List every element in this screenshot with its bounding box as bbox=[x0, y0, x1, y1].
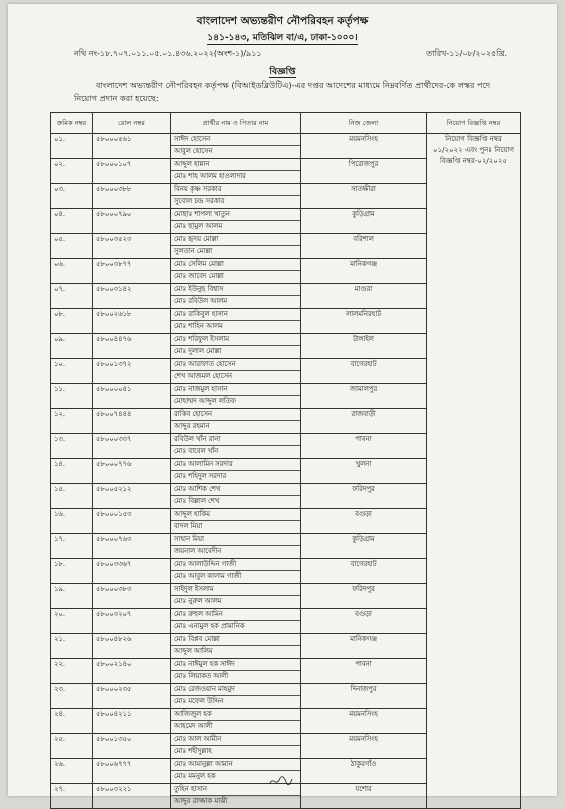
name-cell bbox=[171, 409, 301, 434]
serial-cell: ১৪. bbox=[51, 459, 93, 484]
serial-cell: ০২. bbox=[51, 159, 93, 184]
candidate-name: মোঃ নাজমুল হাসান bbox=[174, 385, 228, 393]
candidate-name: মোঃ রেজওয়ান মাহমুদ bbox=[174, 685, 235, 693]
candidate-name: আব্দুল হাকিম bbox=[174, 510, 210, 518]
name-cell bbox=[171, 209, 301, 234]
roll-cell: ৫৮০০০৩৮৩ bbox=[93, 584, 171, 609]
serial-cell: ১৩. bbox=[51, 434, 93, 459]
roll-cell: ৫৮০০৩১৪২ bbox=[93, 284, 171, 309]
father-name: মোঃ দুলাল মোল্লা bbox=[171, 345, 300, 357]
candidate-name: মোঃ রাকিবুল হাসান bbox=[174, 310, 228, 318]
father-name: মোঃ আবুল কালাম গাজী bbox=[171, 570, 300, 582]
father-name: মোঃ মমনুল হক bbox=[171, 770, 300, 782]
document-page bbox=[8, 4, 557, 805]
roll-cell: ৫৮০০০২৩৫ bbox=[93, 684, 171, 709]
name-cell bbox=[171, 734, 301, 759]
serial-cell: ২৪. bbox=[51, 709, 93, 734]
name-cell bbox=[171, 609, 301, 634]
candidate-name: মোঃ আমানুল্লা আমান bbox=[174, 760, 233, 768]
roll-cell: ৫৮০০৩৩৬৭ bbox=[93, 559, 171, 584]
appointee-table bbox=[50, 112, 521, 809]
table-body bbox=[51, 134, 521, 809]
father-name: মোঃ এনামুল হক প্রামানিক bbox=[171, 620, 300, 632]
candidate-name: মোঃ সেলিম মোল্লা bbox=[174, 260, 224, 268]
candidate-name: মোঃ শরিফুল ইসলাম bbox=[174, 335, 230, 343]
roll-cell: ৫৮০০৭৪৪৪ bbox=[93, 409, 171, 434]
roll-cell: ৫৮০০০০৪১ bbox=[93, 384, 171, 409]
father-name: সুবোল চন্দ্র সরকার bbox=[171, 195, 300, 207]
district-cell: দিনাজপুর bbox=[301, 684, 427, 709]
father-name: মোঃ শহীদুল্লাহ bbox=[171, 745, 300, 757]
roll-cell: ৫৮০০২১৪০ bbox=[93, 659, 171, 684]
header-name: প্রার্থীর নাম ও পিতার নাম bbox=[171, 113, 301, 134]
table-header-row bbox=[51, 113, 521, 134]
memo-number: নথি নং-১৮.৭০৭.০১১.০৫.০১.৪৩৬.২০২২(অংশ-১)/৯১১ bbox=[74, 49, 262, 58]
father-name: আহমেদ আলী bbox=[171, 720, 300, 732]
father-name: মোঃ রবিউল আলম bbox=[171, 295, 300, 307]
father-name: মোঃ নুরুল আলম bbox=[171, 595, 300, 607]
roll-cell: ৫৮০০২৬১৮ bbox=[93, 309, 171, 334]
serial-cell: ১২. bbox=[51, 409, 93, 434]
district-cell: জামালপুর bbox=[301, 384, 427, 409]
name-cell bbox=[171, 384, 301, 409]
roll-cell: ৫৮০০৩২২১ bbox=[93, 784, 171, 809]
father-name: মোঃ শহিদুল সরদার bbox=[171, 470, 300, 482]
father-name: মোঃ ছামুল আলম bbox=[171, 220, 300, 232]
district-cell: পিরোজপুর bbox=[301, 159, 427, 184]
candidate-name: রবিউল খাঁন রানা bbox=[174, 435, 221, 443]
candidate-name: মোঃ আলাউদ্দিন গাজী bbox=[174, 560, 237, 568]
organization-address bbox=[8, 30, 557, 45]
district-cell: কুড়িগ্রাম bbox=[301, 534, 427, 559]
roll-cell: ৫৮০০৫২১২ bbox=[93, 484, 171, 509]
circular-note-cell: নিয়োগ বিজ্ঞপ্তি নম্বর ০১/২০২২ এবং পুনঃ নিয়োগ বিজ্ঞপ্তি নম্বর-০২/২০২৫ bbox=[427, 134, 521, 809]
name-cell bbox=[171, 584, 301, 609]
name-cell bbox=[171, 559, 301, 584]
district-cell: বাগেরহাট bbox=[301, 359, 427, 384]
memo-line bbox=[74, 48, 507, 61]
district-cell: সাতক্ষীরা bbox=[301, 184, 427, 209]
roll-cell: ৫৮০০৪২১১ bbox=[93, 709, 171, 734]
roll-cell: ৫৮০০৪৮২৬ bbox=[93, 634, 171, 659]
district-cell: বাগেরহাট bbox=[301, 559, 427, 584]
candidate-name: বিনয় কৃষ্ণ সরকার bbox=[174, 185, 222, 193]
name-cell bbox=[171, 634, 301, 659]
name-cell bbox=[171, 334, 301, 359]
roll-cell: ৫৮০০৬৭৭৭ bbox=[93, 759, 171, 784]
serial-cell: ১১. bbox=[51, 384, 93, 409]
serial-cell: ১০. bbox=[51, 359, 93, 384]
roll-cell: ৫৮০০০৩৩৭ bbox=[93, 434, 171, 459]
father-name: জয়নাল আবেদীন bbox=[171, 545, 300, 557]
roll-cell: ৫৮০০০৫৬১ bbox=[93, 134, 171, 159]
memo-date: তারিখ-১১/০৮/২০২৫খ্রি. bbox=[426, 49, 507, 58]
serial-cell: ০১. bbox=[51, 134, 93, 159]
serial-cell: ১৮. bbox=[51, 559, 93, 584]
name-cell bbox=[171, 459, 301, 484]
name-cell bbox=[171, 659, 301, 684]
father-name: মোঃ জাবেদ মোল্লা bbox=[171, 270, 300, 282]
serial-cell: ২৬. bbox=[51, 759, 93, 784]
candidate-name: মোঃ হৃদয় মোল্লা bbox=[174, 235, 219, 243]
name-cell bbox=[171, 359, 301, 384]
district-cell: পাবনা bbox=[301, 659, 427, 684]
serial-cell: ২২. bbox=[51, 659, 93, 684]
header-roll: রোল নম্বর bbox=[93, 113, 171, 134]
roll-cell: ৫৮০০৩৫২৩ bbox=[93, 234, 171, 259]
father-name: আবুল হোসেন bbox=[171, 145, 300, 157]
district-cell: মাগুরা bbox=[301, 284, 427, 309]
serial-cell: ২১. bbox=[51, 634, 93, 659]
district-cell: ময়মনসিংহ bbox=[301, 134, 427, 159]
father-name: মোঃ শাহ আলম হাওলাদার bbox=[171, 170, 300, 182]
district-cell: ফরিদপুর bbox=[301, 584, 427, 609]
candidate-name: মোঃ ইউনুছ বিশ্বাস bbox=[174, 285, 224, 293]
serial-cell: ০৫. bbox=[51, 234, 93, 259]
father-name: শেখ আজমল হোসেন bbox=[171, 370, 300, 382]
serial-cell: ০৬. bbox=[51, 259, 93, 284]
candidate-name: মোঃ আরাফাত হোসেন bbox=[174, 360, 236, 368]
name-cell bbox=[171, 234, 301, 259]
header-circular: নিয়োগ বিজ্ঞপ্তি নম্বর bbox=[427, 113, 521, 134]
district-cell: রাজবাড়ী bbox=[301, 409, 427, 434]
father-name: মোঃ মফেল উদ্দিন bbox=[171, 695, 300, 707]
serial-cell: ১৭. bbox=[51, 534, 93, 559]
signature-mark bbox=[268, 774, 294, 788]
district-cell: ঠাকুরগাঁও bbox=[301, 759, 427, 784]
roll-cell: ৫৮০০৩২০৭ bbox=[93, 609, 171, 634]
candidate-name: মোছাঃ শাপলা খাতুন bbox=[174, 210, 230, 218]
roll-cell: ৫৮০০১৩৭২ bbox=[93, 359, 171, 384]
candidate-name: আজিজুল হক bbox=[174, 710, 212, 718]
roll-cell: ৫৮০০০১৫৩ bbox=[93, 509, 171, 534]
notice-heading bbox=[8, 64, 557, 79]
candidate-name: মোঃ আশিক শেখ bbox=[174, 485, 221, 493]
serial-cell: ০৪. bbox=[51, 209, 93, 234]
district-cell: টাঙ্গাইল bbox=[301, 334, 427, 359]
candidate-name: মোঃ আলামিন সরদার bbox=[174, 460, 233, 468]
father-name: বাদল মিয়া bbox=[171, 520, 300, 532]
candidate-name: সাঈদ হোসেন bbox=[174, 135, 211, 143]
notice-heading-text: বিজ্ঞপ্তি bbox=[269, 67, 296, 77]
father-name: আব্দুর রাজ্জাক মাঝী bbox=[171, 795, 300, 807]
district-cell: বরিশাল bbox=[301, 234, 427, 259]
roll-cell: ৫৮০০০৭৯০ bbox=[93, 209, 171, 234]
name-cell bbox=[171, 284, 301, 309]
serial-cell: ০৮. bbox=[51, 309, 93, 334]
candidate-name: সাহান মিয়া bbox=[174, 535, 204, 543]
district-cell: বগুড়া bbox=[301, 509, 427, 534]
serial-cell: ২৭. bbox=[51, 784, 93, 809]
name-cell bbox=[171, 159, 301, 184]
father-name: মোহাম্মদ আব্দুল লতিফ bbox=[171, 395, 300, 407]
father-name: মোঃ শাহিন আলম bbox=[171, 320, 300, 332]
candidate-name: সাইদুল ইসলাম bbox=[174, 585, 214, 593]
notice-intro: বাংলাদেশ অভ্যন্তরীণ নৌপরিবহন কর্তৃপক্ষ (বিআইডব্লিউটিএ)-এর দপ্তর আদেশের মাধ্যমে নিম্নবর্ণিত প্রার্থীদের-কে লস্কর পদে নিয়োগ প্রদান করা হয়েছে: bbox=[74, 80, 491, 103]
header-serial: ক্রমিক নম্বর bbox=[51, 113, 93, 134]
roll-cell: ৫৮০০০১০৭ bbox=[93, 159, 171, 184]
father-name: মোঃ বিল্লাল শেখ bbox=[171, 495, 300, 507]
district-cell: ময়মনসিংহ bbox=[301, 709, 427, 734]
roll-cell: ৫৮০০০৭৬৩ bbox=[93, 534, 171, 559]
name-cell bbox=[171, 309, 301, 334]
name-cell bbox=[171, 134, 301, 159]
roll-cell: ৫৮০০৩৮৭৭ bbox=[93, 259, 171, 284]
roll-cell: ৫৮০০০৩৮৮ bbox=[93, 184, 171, 209]
name-cell bbox=[171, 534, 301, 559]
father-name: আব্দুর রহমান bbox=[171, 420, 300, 432]
district-cell: বগুড়া bbox=[301, 609, 427, 634]
district-cell: কুড়িগ্রাম bbox=[301, 209, 427, 234]
candidate-name: মোঃ নাঈমুল হক সাঈদ bbox=[174, 660, 235, 668]
name-cell bbox=[171, 509, 301, 534]
name-cell bbox=[171, 684, 301, 709]
district-cell: মানিকগঞ্জ bbox=[301, 634, 427, 659]
serial-cell: ০৩. bbox=[51, 184, 93, 209]
candidate-name: মোঃ রুহুল আমিন bbox=[174, 610, 223, 618]
father-name: মোঃ লিয়াকত আলী bbox=[171, 670, 300, 682]
address-text: ১৪১-১৪৩, মতিঝিল বা/এ, ঢাকা-১০০০। bbox=[207, 33, 358, 43]
father-name: সুলতান মোল্লা bbox=[171, 245, 300, 257]
candidate-name: রাকিব হোসেন bbox=[174, 410, 212, 418]
district-cell: খুলনা bbox=[301, 459, 427, 484]
candidate-name: মোঃ আল আমীন bbox=[174, 735, 222, 743]
table-row bbox=[51, 134, 521, 159]
candidate-name: মোঃ বিপ্লব মোল্লা bbox=[174, 635, 220, 643]
name-cell bbox=[171, 434, 301, 459]
name-cell bbox=[171, 484, 301, 509]
serial-cell: ১৫. bbox=[51, 484, 93, 509]
serial-cell: ২০. bbox=[51, 609, 93, 634]
candidate-name: আব্দুল হান্নান bbox=[174, 160, 210, 168]
district-cell: যশোর bbox=[301, 784, 427, 809]
serial-cell: ১৯. bbox=[51, 584, 93, 609]
district-cell: পাবনা bbox=[301, 434, 427, 459]
name-cell bbox=[171, 709, 301, 734]
roll-cell: ৫৮০০৪৪৭৬ bbox=[93, 334, 171, 359]
district-cell: লালমনিরহাট bbox=[301, 309, 427, 334]
organization-title: বাংলাদেশ অভ্যন্তরীণ নৌপরিবহন কর্তৃপক্ষ bbox=[196, 15, 369, 27]
serial-cell: ১৬. bbox=[51, 509, 93, 534]
serial-cell: ২৫. bbox=[51, 734, 93, 759]
header-district: নিজ জেলা bbox=[301, 113, 427, 134]
name-cell bbox=[171, 184, 301, 209]
roll-cell: ৫৮০০১৩৫০ bbox=[93, 734, 171, 759]
name-cell bbox=[171, 259, 301, 284]
father-name: আব্দুল আলিম bbox=[171, 645, 300, 657]
district-cell: ফরিদপুর bbox=[301, 484, 427, 509]
candidate-name: তুহিন হাসান bbox=[174, 785, 207, 793]
roll-cell: ৫৮০০০৭৭৬ bbox=[93, 459, 171, 484]
serial-cell: ২৩. bbox=[51, 684, 93, 709]
district-cell: ময়মনসিংহ bbox=[301, 734, 427, 759]
serial-cell: ০৯. bbox=[51, 334, 93, 359]
serial-cell: ০৭. bbox=[51, 284, 93, 309]
father-name: মোঃ বাবেল খাঁন bbox=[171, 445, 300, 457]
district-cell: মানিকগঞ্জ bbox=[301, 259, 427, 284]
